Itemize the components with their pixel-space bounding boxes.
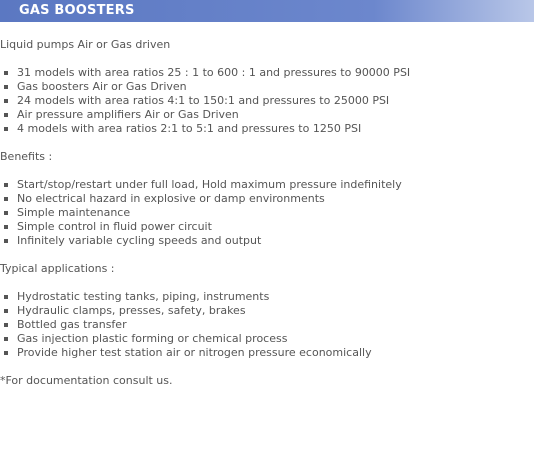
applications-heading: Typical applications : [0,262,115,275]
list-item-text: Simple control in fluid power circuit [17,220,212,233]
bullet-icon [4,71,8,75]
list-item [0,290,530,304]
list-item [0,66,530,80]
bullet-icon [4,337,8,341]
list-item-text: Gas injection plastic forming or chemical process [17,332,288,345]
list-item-text: Simple maintenance [17,206,131,219]
list-item [0,346,530,360]
intro-text: Liquid pumps Air or Gas driven [0,38,171,51]
list-item [0,178,530,192]
list-item-text: Hydrostatic testing tanks, piping, instruments [17,290,270,303]
benefits-heading: Benefits : [0,150,53,163]
list-item [0,122,530,136]
bullet-icon [4,85,8,89]
list-item-text: Air pressure amplifiers Air or Gas Driven [17,108,239,121]
section-title: GAS BOOSTERS [19,3,135,18]
list-item-text: 24 models with area ratios 4:1 to 150:1 and pressures to 25000 PSI [17,94,390,107]
bullet-icon [4,197,8,201]
list-item [0,220,530,234]
list-item [0,206,530,220]
list-item [0,108,530,122]
list-item-text: Provide higher test station air or nitrogen pressure economically [17,346,372,359]
list-item-text: Infinitely variable cycling speeds and output [17,234,262,247]
list-item-text: 4 models with area ratios 2:1 to 5:1 and pressures to 1250 PSI [17,122,362,135]
benefits-list [0,178,530,248]
documentation-footnote: *For documentation consult us. [0,374,173,387]
bullet-icon [4,239,8,243]
list-item [0,94,530,108]
list-item-text: 31 models with area ratios 25 : 1 to 600 : 1 and pressures to 90000 PSI [17,66,411,79]
list-item [0,332,530,346]
bullet-icon [4,295,8,299]
list-item [0,192,530,206]
list-item-text: Hydraulic clamps, presses, safety, brakes [17,304,246,317]
bullet-icon [4,309,8,313]
section-header-bar [0,0,534,22]
bullet-icon [4,211,8,215]
list-item [0,304,530,318]
list-item-text: Start/stop/restart under full load, Hold maximum pressure indefinitely [17,178,402,191]
list-item [0,234,530,248]
bullet-icon [4,225,8,229]
bullet-icon [4,127,8,131]
bullet-icon [4,351,8,355]
bullet-icon [4,99,8,103]
bullet-icon [4,113,8,117]
list-item-text: Bottled gas transfer [17,318,127,331]
list-item [0,318,530,332]
bullet-icon [4,323,8,327]
content-body [0,38,530,388]
applications-list [0,290,530,360]
list-item [0,80,530,94]
models-list [0,66,530,136]
bullet-icon [4,183,8,187]
list-item-text: Gas boosters Air or Gas Driven [17,80,187,93]
list-item-text: No electrical hazard in explosive or damp environments [17,192,325,205]
